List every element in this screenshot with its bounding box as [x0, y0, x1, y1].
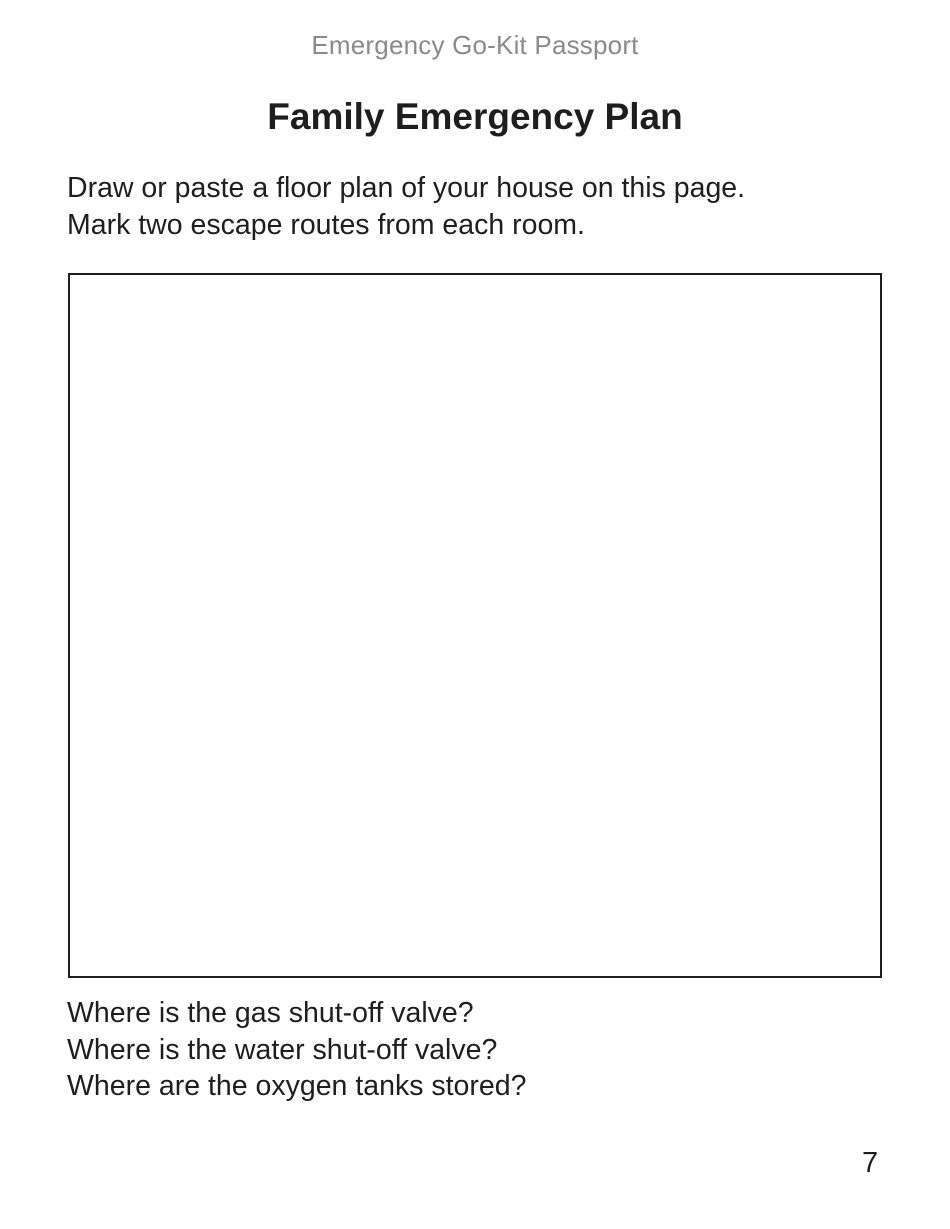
instruction-line: Draw or paste a floor plan of your house on this page. [67, 172, 746, 204]
instruction-line: Mark two escape routes from each room. [67, 209, 585, 241]
page-title: Family Emergency Plan [267, 96, 683, 137]
page-number: 7 [862, 1147, 879, 1179]
running-header: Emergency Go-Kit Passport [311, 30, 639, 60]
floor-plan-drawing-area[interactable] [68, 273, 882, 978]
question-gas-valve: Where is the gas shut-off valve? [67, 997, 474, 1029]
question-water-valve: Where is the water shut-off valve? [67, 1033, 498, 1066]
question-oxygen-tanks: Where are the oxygen tanks stored? [67, 1070, 527, 1102]
instructions [67, 170, 887, 244]
shutoff-questions [67, 995, 887, 1105]
